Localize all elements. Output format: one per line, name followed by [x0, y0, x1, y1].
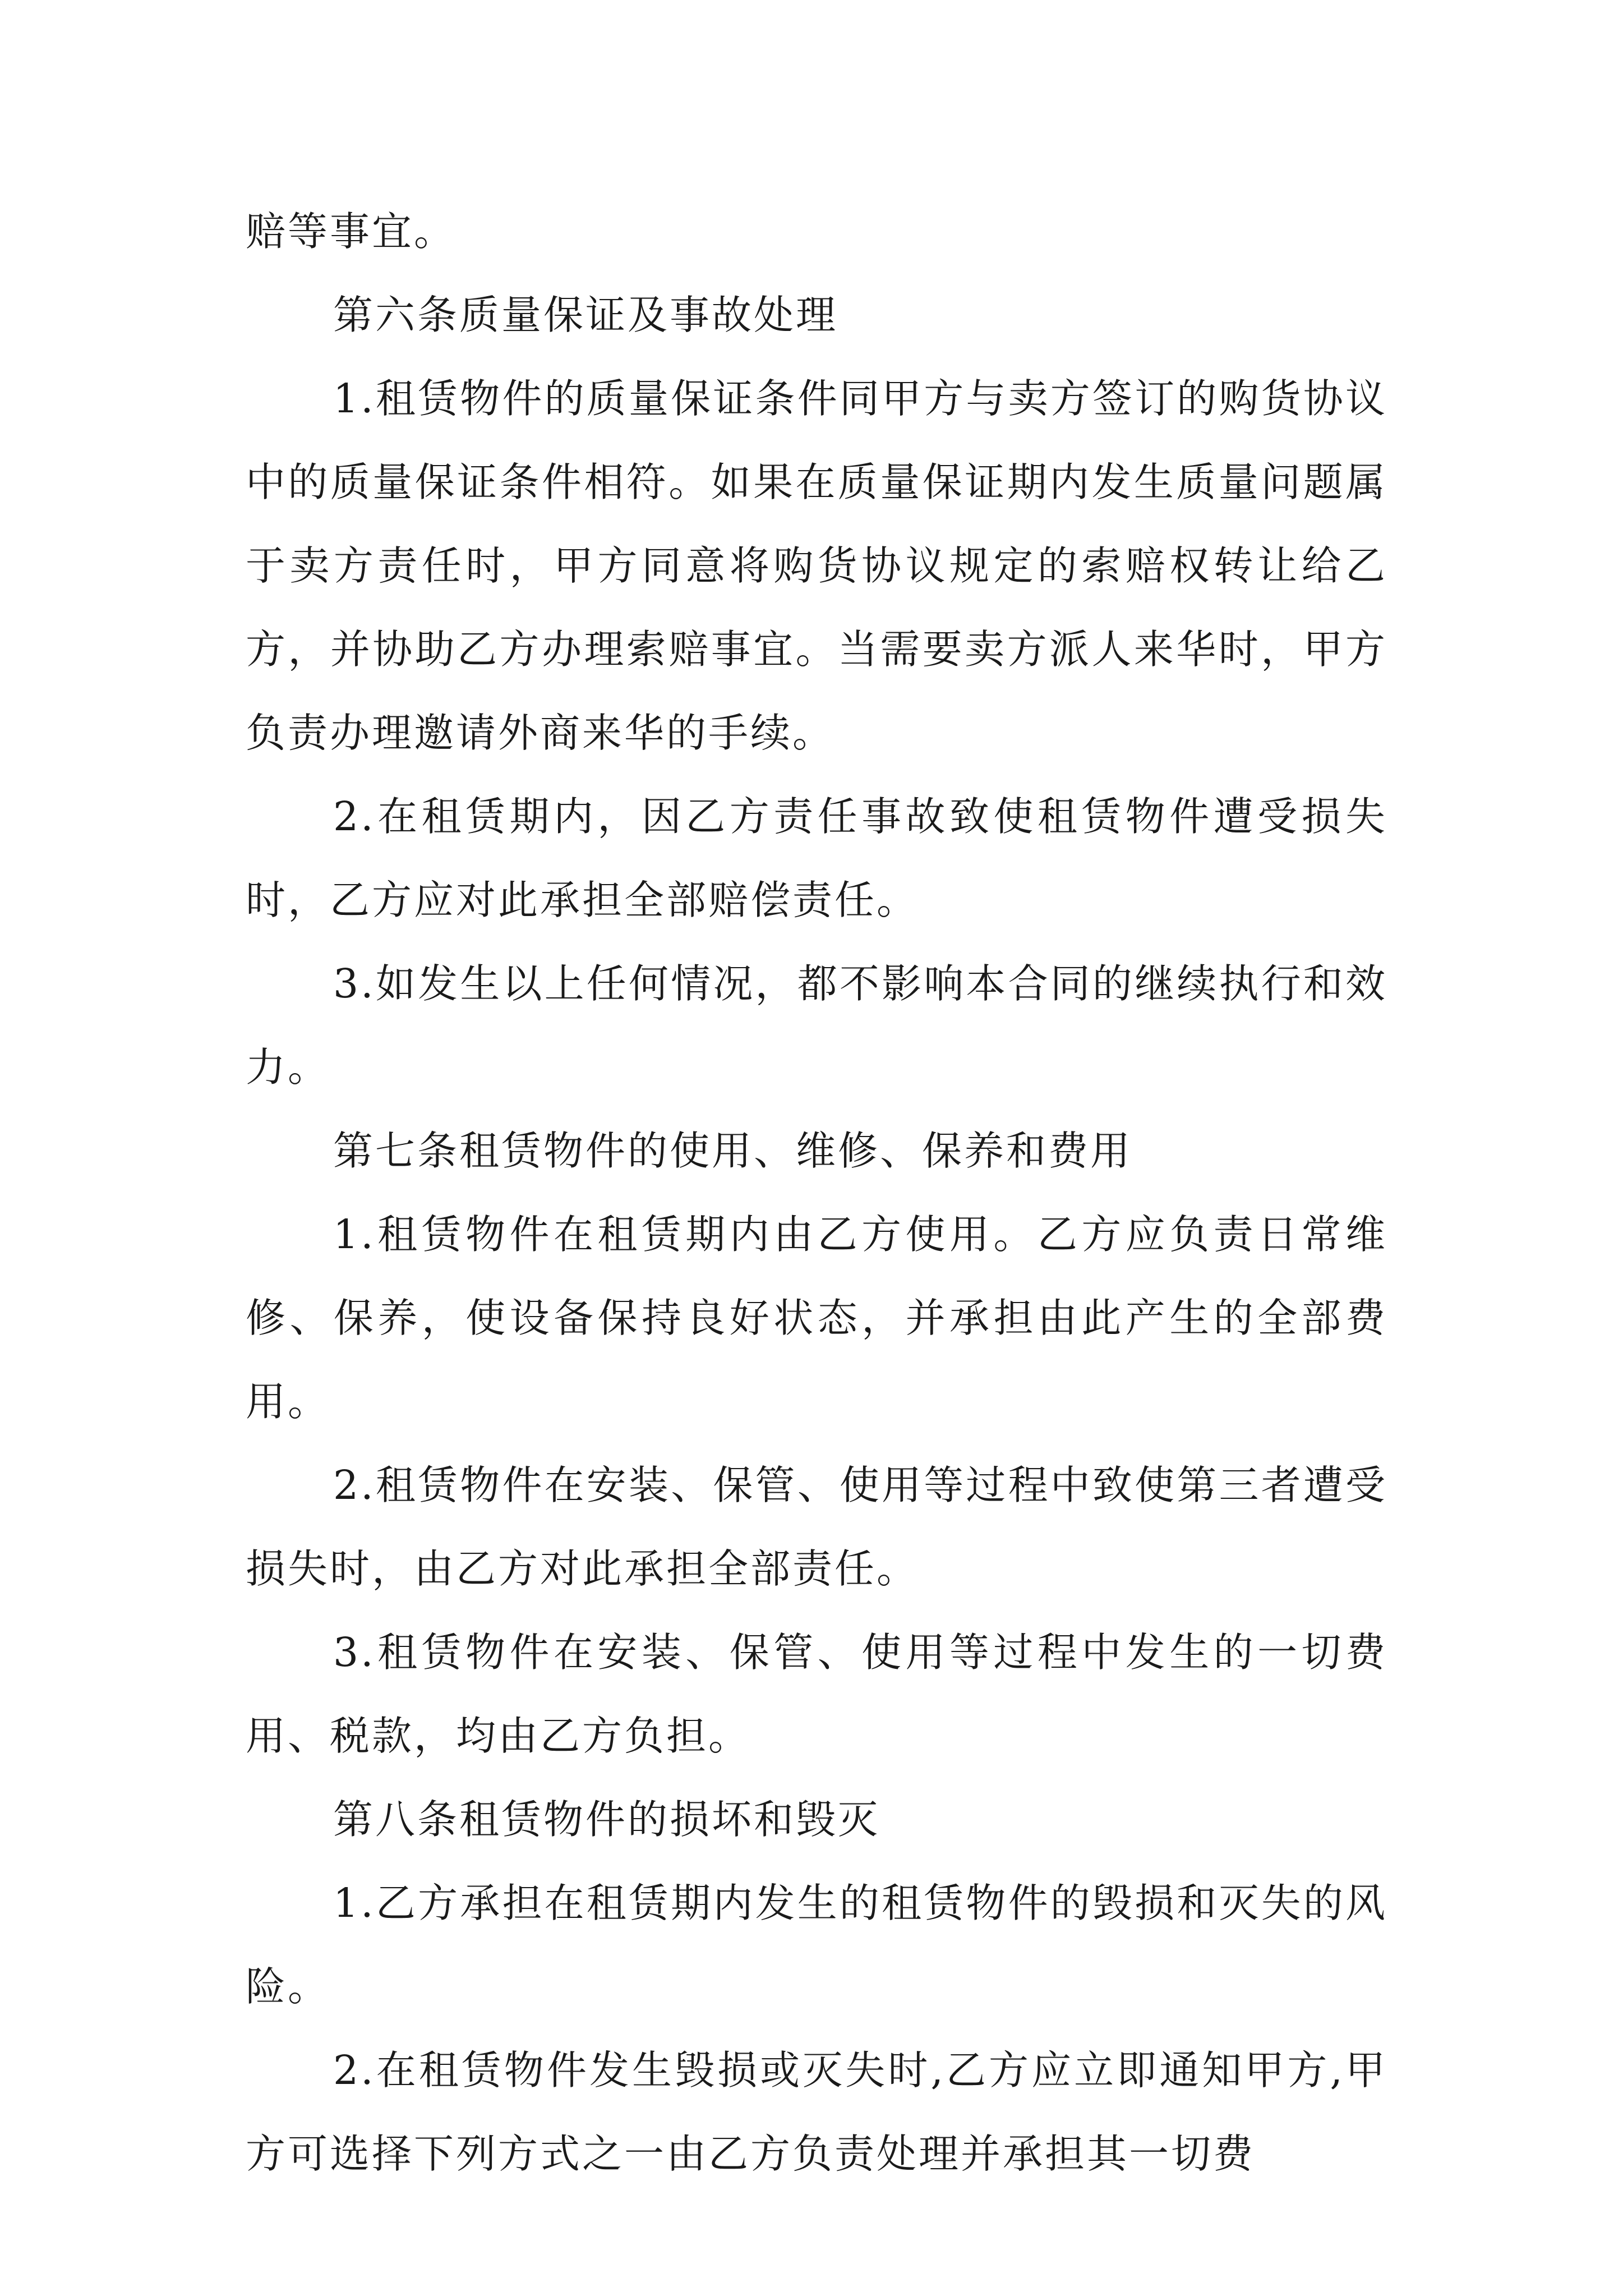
article-8-clause-1: 1.乙方承担在租赁期内发生的租赁物件的毁损和灭失的风险。: [246, 1880, 1387, 2010]
article-7-clause-3: 3.租赁物件在安装、保管、使用等过程中发生的一切费用、税款，均由乙方负担。: [246, 1629, 1387, 1759]
article-6-clause-2: 2.在租赁期内，因乙方责任事故致使租赁物件遭受损失时，乙方应对此承担全部赔偿责任。: [246, 793, 1387, 923]
article-7-clause-1: 1.租赁物件在租赁期内由乙方使用。乙方应负责日常维修、保养，使设备保持良好状态，并承担由此产生的全部费用。: [246, 1211, 1387, 1425]
article-6-clause-1: 1.租赁物件的质量保证条件同甲方与卖方签订的购货协议中的质量保证条件相符。如果在质量保证期内发生质量问题属于卖方责任时，甲方同意将购货协议规定的索赔权转让给乙方，并协助乙方办理索赔事宜。当需要卖方派人来华时，甲方负责办理邀请外商来华的手续。: [246, 375, 1387, 756]
article-6-heading: 第六条质量保证及事故处理: [333, 292, 838, 338]
article-7-clause-2: 2.租赁物件在安装、保管、使用等过程中致使第三者遭受损失时，由乙方对此承担全部责任。: [246, 1462, 1387, 1592]
document-body: [246, 190, 1387, 2196]
article-6-clause-3: 3.如发生以上任何情况，都不影响本合同的继续执行和效力。: [246, 960, 1387, 1091]
article-7-heading: 第七条租赁物件的使用、维修、保养和费用: [333, 1128, 1133, 1174]
article-8-clause-2: 2.在租赁物件发生毁损或灭失时,乙方应立即通知甲方,甲方可选择下列方式之一由乙方负责处理并承担其一切费: [246, 2047, 1387, 2177]
paragraph-continuation: 赔等事宜。: [246, 208, 457, 255]
article-8-heading: 第八条租赁物件的损坏和毁灭: [333, 1796, 880, 1843]
